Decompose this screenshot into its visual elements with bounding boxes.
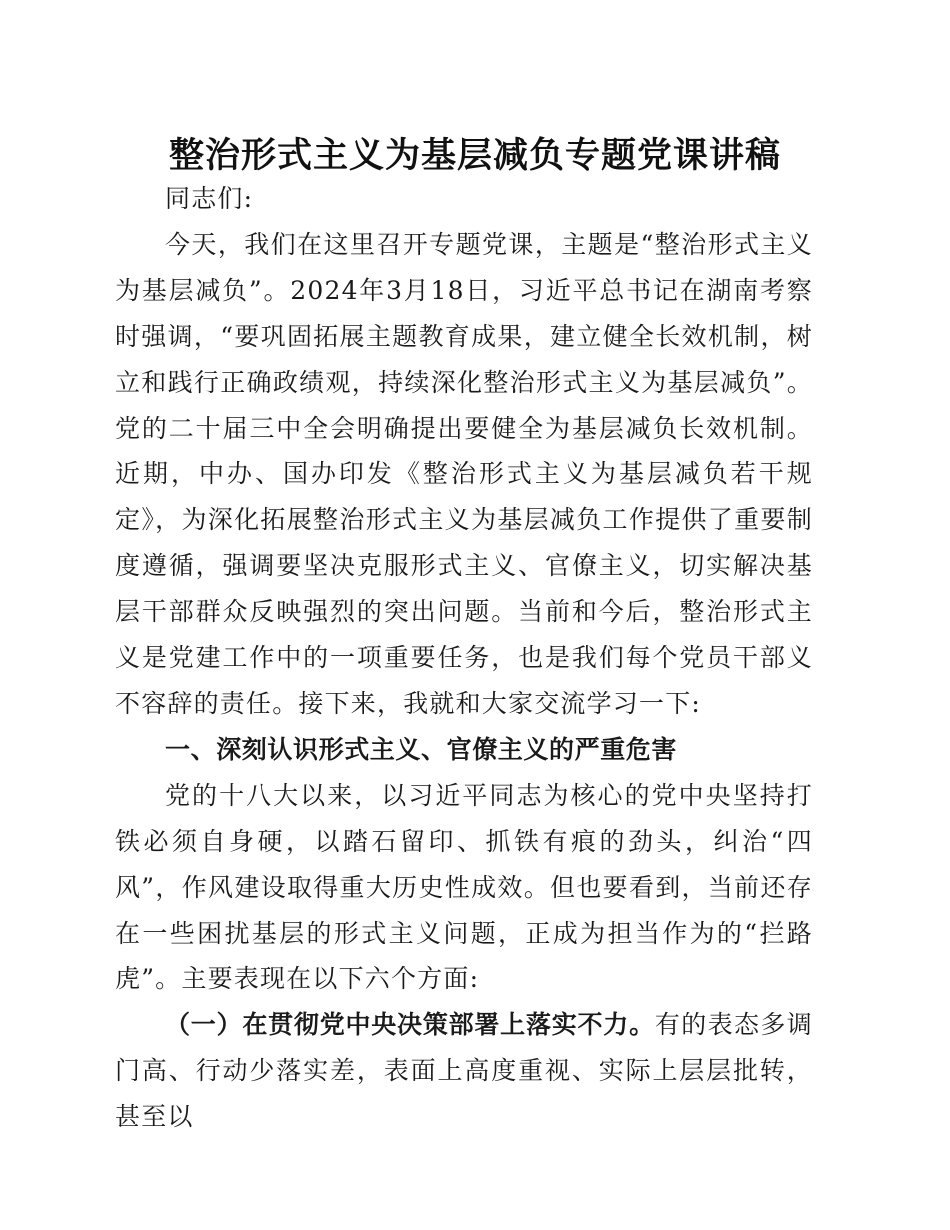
section-paragraph: 党的十八大以来，以习近平同志为核心的党中央坚持打铁必须自身硬，以踏石留印、抓铁有痕的劲头，纠治“四风”，作风建设取得重大历史性成效。但也要看到，当前还存在一些困扰基层的形式主义问题，正成为担当作为的“拦路虎”。主要表现在以下六个方面:: [115, 780, 813, 994]
subsection-paragraph: [115, 1002, 813, 1140]
subsection-heading: （一）在贯彻党中央决策部署上落实不力。: [165, 1010, 655, 1040]
subsection-text: 有的表态多调门高、行动少落实差，表面上高度重视、实际上层层批转，甚至以: [115, 1010, 814, 1132]
document-body: [115, 176, 813, 1140]
intro-paragraph: 今天，我们在这里召开专题党课，主题是“整治形式主义为基层减负”。2024年3月18日，习近平总书记在湖南考察时强调，“要巩固拓展主题教育成果，建立健全长效机制，树立和践行正确政绩观，持续深化整治形式主义为基层减负”。党的二十届三中全会明确提出要健全为基层减负长效机制。近期，中办、国办印发《整治形式主义为基层减负若干规定》，为深化拓展整治形式主义为基层减负工作提供了重要制度遵循，强调要坚决克服形式主义、官僚主义，切实解决基层干部群众反映强烈的突出问题。当前和今后，整治形式主义是党建工作中的一项重要任务，也是我们每个党员干部义不容辞的责任。接下来，我就和大家交流学习一下:: [115, 229, 813, 718]
section-heading: 一、深刻认识形式主义、官僚主义的严重危害: [165, 734, 678, 764]
document-title: 整治形式主义为基层减负专题党课讲稿: [168, 135, 781, 176]
greeting: 同志们:: [165, 184, 254, 213]
